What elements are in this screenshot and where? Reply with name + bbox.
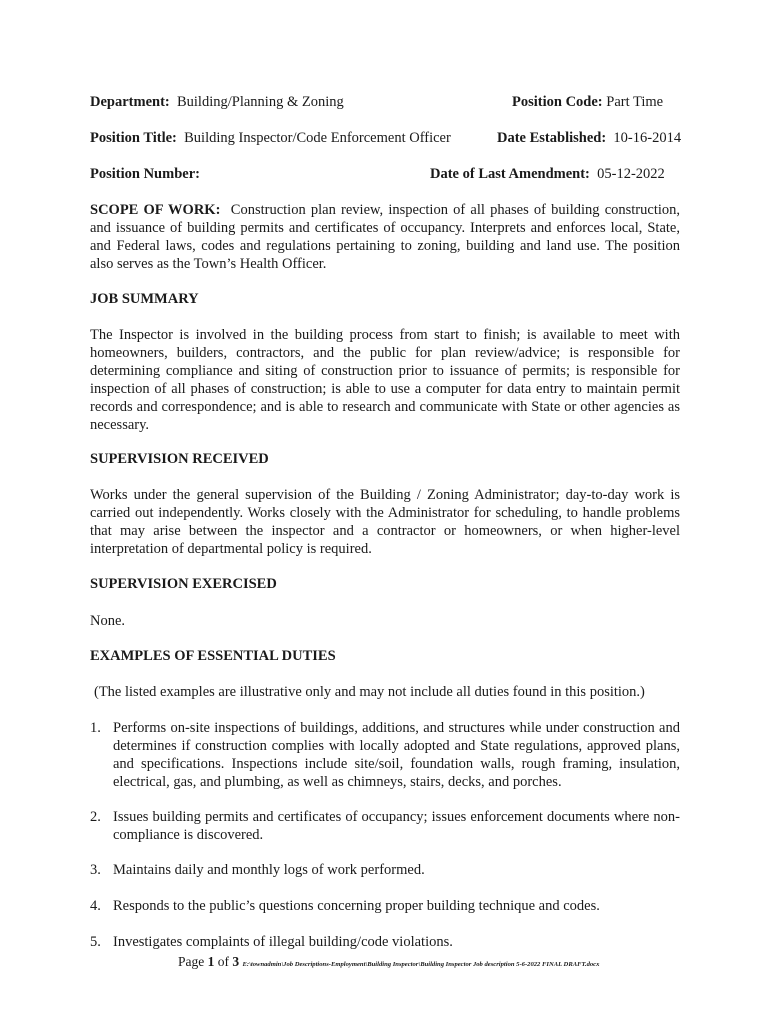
duty-text: Maintains daily and monthly logs of work performed. (113, 862, 425, 878)
supervision-received-heading: SUPERVISION RECEIVED (90, 451, 269, 467)
department-value: Building/Planning & Zoning (176, 94, 344, 110)
date-established-line (497, 130, 681, 147)
position-title-line (90, 130, 451, 147)
position-title-label: Position Title: (90, 130, 177, 146)
page-prefix: Page (178, 954, 205, 969)
file-path: E:\townadmin\Job Descriptions-Employment\Building Inspector\Building Inspector Job description 5-6-2022 FINAL DRAFT.docx (242, 961, 600, 968)
amendment-line (430, 166, 665, 183)
duty-item-4 (90, 897, 680, 915)
duty-item-3 (90, 861, 680, 879)
job-summary-text: The Inspector is involved in the building process from start to finish; is available to meet with homeowners, builders, contractors, and the public for plan review/advice; is responsible for determining compliance and siting of construction prior to issuance of permits; is responsible for inspection of all phases of construction; is able to use a computer for data entry to maintain permit records and correspondence; and is able to research and communicate with State or other agencies as necessary. (90, 327, 680, 433)
date-established-label: Date Established: (497, 130, 607, 146)
date-established-value: 10-16-2014 (613, 130, 682, 146)
duty-number: 3. (90, 862, 101, 878)
position-number-line (90, 166, 200, 183)
essential-duties-intro: (The listed examples are illustrative only and may not include all duties found in this position.) (94, 684, 645, 700)
supervision-exercised-text: None. (90, 613, 126, 629)
position-code-label: Position Code: (512, 94, 603, 110)
scope-of-work (90, 201, 680, 273)
duty-item-2 (90, 808, 680, 844)
duty-number: 4. (90, 898, 101, 914)
department-line (90, 94, 344, 111)
scope-label: SCOPE OF WORK: (90, 202, 221, 218)
scope-text: Construction plan review, inspection of all phases of building construction, and issuance of building permits and certificates of occupancy. Interprets and enforces local, State, and Federal laws, codes and regulations pertaining to zoning, building and land use. The position also serves as the Town’s Health Officer. (90, 202, 680, 272)
duty-text: Issues building permits and certificates of occupancy; issues enforcement documents where non-compliance is discovered. (113, 809, 680, 843)
duty-text: Performs on-site inspections of buildings, additions, and structures while under construction and determines if construction complies with locally adopted and State regulations, approved plans, and specifications. Inspections include site/soil, foundation walls, rough framing, insulation, electrical, gas, and plumbing, as well as chimneys, stairs, decks, and porches. (113, 720, 680, 790)
page-of: of (217, 954, 229, 969)
duty-number: 2. (90, 809, 101, 825)
position-code-line (512, 94, 663, 111)
duty-number: 1. (90, 720, 101, 736)
duty-item-5 (90, 933, 680, 951)
duty-item-1 (90, 719, 680, 791)
position-number-label: Position Number: (90, 166, 200, 182)
duty-text: Investigates complaints of illegal building/code violations. (113, 934, 453, 950)
amendment-value: 05-12-2022 (597, 166, 665, 182)
job-summary-heading: JOB SUMMARY (90, 291, 199, 307)
duty-text: Responds to the public’s questions concerning proper building technique and codes. (113, 898, 600, 914)
department-label: Department: (90, 94, 170, 110)
page-total: 3 (232, 954, 240, 969)
position-code-value: Part Time (606, 94, 664, 110)
supervision-exercised-heading: SUPERVISION EXERCISED (90, 576, 277, 592)
supervision-received-text: Works under the general supervision of the Building / Zoning Administrator; day-to-day work is carried out independently. Works closely with the Administrator for scheduling, to handle problems that may arise between the inspector and a contractor or homeowners, or when higher-level interpretation of departmental policy is required. (90, 487, 680, 557)
page-current: 1 (207, 954, 215, 969)
essential-duties-heading: EXAMPLES OF ESSENTIAL DUTIES (90, 648, 336, 664)
amendment-label: Date of Last Amendment: (430, 166, 590, 182)
page-footer (178, 954, 599, 970)
duty-number: 5. (90, 934, 101, 950)
position-title-value: Building Inspector/Code Enforcement Officer (184, 130, 451, 146)
